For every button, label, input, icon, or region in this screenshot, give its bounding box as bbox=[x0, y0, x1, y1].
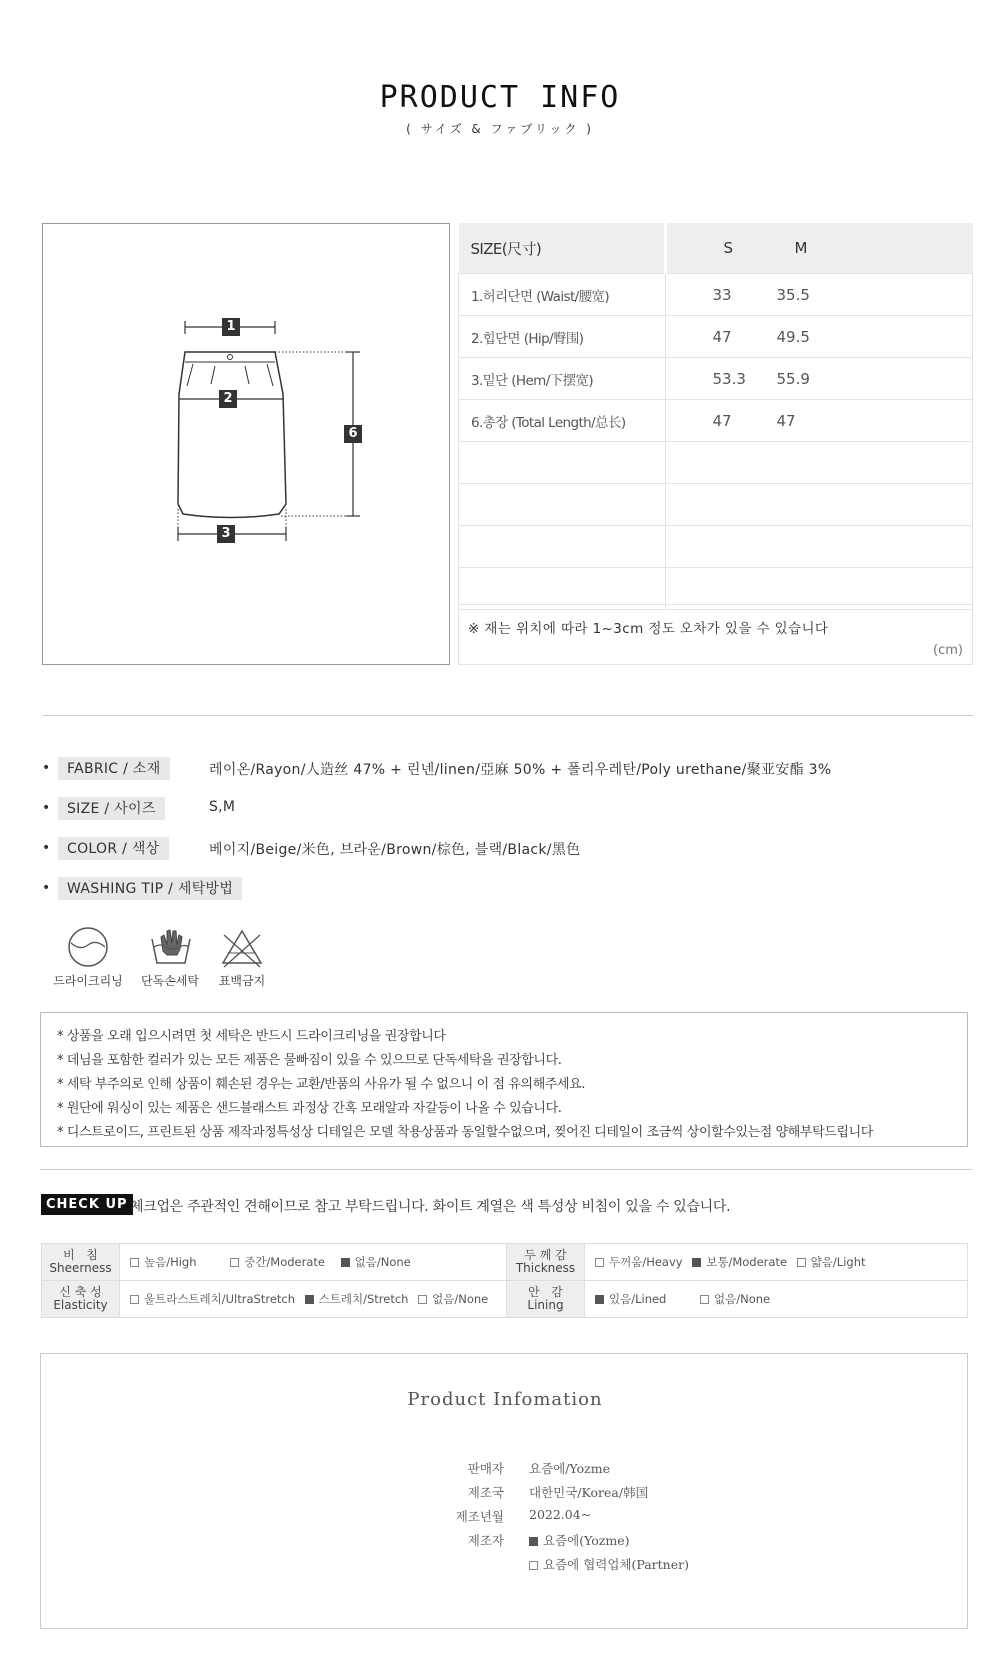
spec-color bbox=[42, 837, 972, 859]
option-label: 없음/None bbox=[354, 1255, 411, 1269]
product-info-title: Product Infomation bbox=[407, 1389, 603, 1410]
marker-hip: 2 bbox=[223, 391, 233, 406]
value-s: 53.3 bbox=[712, 369, 746, 388]
info-value: 2022.04~ bbox=[529, 1507, 592, 1522]
hand-wash-icon bbox=[149, 925, 193, 973]
option bbox=[305, 1291, 409, 1307]
check-up-badge: CHECK UP bbox=[41, 1194, 133, 1215]
wash-label: 표백금지 bbox=[218, 974, 266, 988]
info-key: 제조국 bbox=[467, 1485, 504, 1500]
bullet-icon: • bbox=[42, 760, 51, 776]
row-values bbox=[665, 358, 973, 400]
row-values bbox=[665, 316, 973, 358]
table-row bbox=[459, 400, 973, 442]
option-label: 얇음/Light bbox=[810, 1255, 866, 1269]
spec-value: 레이온/Rayon/人造丝 47% + 린넨/linen/亞麻 50% + 폴리우레탄/Poly urethane/聚亚安酯 3% bbox=[209, 762, 832, 778]
spec-label: SIZE / 사이즈 bbox=[58, 797, 165, 820]
option bbox=[595, 1254, 683, 1270]
size-table bbox=[458, 223, 973, 610]
option-label: 울트라스트레치/UltraStretch bbox=[144, 1292, 296, 1306]
note-text: ※ 재는 위치에 따라 1~3cm 정도 오차가 있을 수 있습니다 bbox=[468, 621, 829, 637]
size-m: M bbox=[794, 239, 808, 257]
row-label: 2.힙단면 (Hip/臀围) bbox=[459, 316, 666, 358]
skirt-diagram-icon bbox=[43, 224, 449, 664]
partner-value: 요즘에 협력업체(Partner) bbox=[543, 1557, 689, 1572]
info-key: 판매자 bbox=[467, 1461, 504, 1476]
value-s: 33 bbox=[712, 285, 732, 304]
page-title: PRODUCT INFO bbox=[379, 80, 621, 115]
info-value: 대한민국/Korea/韩国 bbox=[529, 1485, 649, 1500]
manufacturer-value: 요즘에(Yozme) bbox=[543, 1533, 630, 1548]
spec-value: S,M bbox=[209, 799, 236, 815]
option bbox=[418, 1291, 488, 1307]
table-row-empty bbox=[459, 442, 973, 484]
checkbox-checked-icon bbox=[305, 1295, 314, 1304]
elasticity-options bbox=[120, 1281, 507, 1318]
no-bleach-icon bbox=[220, 925, 264, 973]
option-label: 없음/None bbox=[432, 1292, 489, 1306]
option bbox=[341, 1254, 411, 1270]
table-row bbox=[459, 358, 973, 400]
property-table bbox=[41, 1243, 968, 1318]
info-value bbox=[529, 1531, 630, 1549]
product-information bbox=[40, 1353, 968, 1629]
label-en: Sheerness bbox=[49, 1261, 112, 1275]
row-values bbox=[665, 274, 973, 316]
page-subtitle: ( サイズ & ファブリック ) bbox=[406, 122, 594, 136]
bullet-icon: • bbox=[42, 840, 51, 856]
label-ko: 신 축 성 bbox=[59, 1285, 102, 1299]
care-note: * 상품을 오래 입으시려면 첫 세탁은 반드시 드라이크리닝을 권장합니다 bbox=[57, 1029, 446, 1044]
care-note: * 세탁 부주의로 인해 상품이 훼손된 경우는 교환/반품의 사유가 될 수 없으니 이 점 유의해주세요. bbox=[57, 1077, 586, 1092]
care-notes bbox=[40, 1012, 968, 1147]
measurement-note bbox=[458, 604, 973, 665]
checkbox-icon bbox=[230, 1258, 239, 1267]
marker-hem: 3 bbox=[221, 526, 231, 541]
option bbox=[130, 1254, 197, 1270]
table-row bbox=[42, 1244, 968, 1281]
info-key: 제조자 bbox=[467, 1533, 504, 1548]
table-row bbox=[42, 1281, 968, 1318]
sheerness-options bbox=[120, 1244, 507, 1281]
label-ko: 두 께 감 bbox=[524, 1248, 567, 1262]
care-note: * 원단에 워싱이 있는 제품은 샌드블래스트 과정상 간혹 모래알과 자갈등이 나올 수 있습니다. bbox=[57, 1101, 562, 1116]
spec-label: WASHING TIP / 세탁방법 bbox=[58, 877, 242, 900]
checkbox-icon bbox=[529, 1561, 538, 1570]
spec-value: 베이지/Beige/米色, 브라운/Brown/棕色, 블랙/Black/黑色 bbox=[209, 842, 581, 858]
row-values bbox=[665, 400, 973, 442]
option bbox=[230, 1254, 325, 1270]
table-row-empty bbox=[459, 484, 973, 526]
info-key: 제조년월 bbox=[455, 1509, 504, 1524]
option-label: 스트레치/Stretch bbox=[318, 1292, 409, 1306]
unit-label: (cm) bbox=[933, 643, 963, 658]
checkbox-checked-icon bbox=[341, 1258, 350, 1267]
label-ko: 비 침 bbox=[63, 1248, 98, 1262]
option bbox=[700, 1291, 770, 1307]
table-row bbox=[459, 316, 973, 358]
checkbox-icon bbox=[797, 1258, 806, 1267]
option bbox=[130, 1291, 295, 1307]
row-label: 1.허리단면 (Waist/腰宽) bbox=[459, 274, 666, 316]
bullet-icon: • bbox=[42, 800, 51, 816]
info-value bbox=[529, 1555, 689, 1573]
thickness-options bbox=[585, 1244, 968, 1281]
divider bbox=[42, 715, 973, 716]
checkbox-icon bbox=[595, 1258, 604, 1267]
label-en: Lining bbox=[527, 1298, 564, 1312]
size-diagram bbox=[42, 223, 450, 665]
spec-washing bbox=[42, 877, 972, 899]
spec-label: FABRIC / 소재 bbox=[58, 757, 170, 780]
option-label: 보통/Moderate bbox=[706, 1255, 788, 1269]
option-label: 두꺼움/Heavy bbox=[609, 1255, 683, 1269]
value-m: 55.9 bbox=[776, 369, 810, 388]
care-note: * 디스트로이드, 프린트된 상품 제작과정특성상 디테일은 모델 착용상품과 동일할수없으며, 찢어진 디테일이 조금씩 상이할수있는점 양해부탁드립니다 bbox=[57, 1125, 873, 1140]
label-en: Thickness bbox=[515, 1261, 576, 1275]
option bbox=[595, 1291, 666, 1307]
spec-size bbox=[42, 797, 972, 819]
marker-length: 6 bbox=[348, 426, 358, 441]
care-note: * 데님을 포함한 컬러가 있는 모든 제품은 물빠짐이 있을 수 있으므로 단독세탁을 권장합니다. bbox=[57, 1053, 562, 1068]
lining-options bbox=[585, 1281, 968, 1318]
option-label: 없음/None bbox=[714, 1292, 771, 1306]
checkbox-checked-icon bbox=[529, 1537, 538, 1546]
option-label: 높음/High bbox=[144, 1255, 197, 1269]
spec-fabric bbox=[42, 757, 972, 779]
option bbox=[797, 1254, 866, 1270]
checkbox-checked-icon bbox=[692, 1258, 701, 1267]
info-value: 요즘에/Yozme bbox=[529, 1461, 610, 1476]
option bbox=[692, 1254, 787, 1270]
wash-label: 단독손세탁 bbox=[141, 974, 199, 988]
table-row bbox=[459, 274, 973, 316]
check-up-text: 체크업은 주관적인 견해이므로 참고 부탁드립니다. 화이트 계열은 색 특성상 비침이 있을 수 있습니다. bbox=[130, 1199, 731, 1215]
sheerness-label bbox=[42, 1244, 120, 1281]
checkbox-icon bbox=[700, 1295, 709, 1304]
option-label: 중간/Moderate bbox=[244, 1255, 325, 1269]
dry-clean-icon bbox=[66, 925, 110, 973]
checkbox-icon bbox=[130, 1295, 139, 1304]
size-table-header bbox=[459, 223, 973, 274]
size-s: S bbox=[723, 239, 734, 257]
checkbox-checked-icon bbox=[595, 1295, 604, 1304]
elasticity-label bbox=[42, 1281, 120, 1318]
value-s: 47 bbox=[712, 327, 732, 346]
spec-label: COLOR / 색상 bbox=[58, 837, 169, 860]
divider bbox=[40, 1169, 972, 1170]
marker-waist: 1 bbox=[226, 319, 236, 334]
size-header-label: SIZE(尺寸) bbox=[459, 223, 666, 274]
label-ko: 안 감 bbox=[528, 1285, 563, 1299]
checkbox-icon bbox=[130, 1258, 139, 1267]
option-label: 있음/Lined bbox=[609, 1292, 667, 1306]
row-label: 6.총장 (Total Length/总长) bbox=[459, 400, 666, 442]
row-label: 3.밑단 (Hem/下摆宽) bbox=[459, 358, 666, 400]
wash-label: 드라이크리닝 bbox=[53, 974, 123, 988]
value-m: 35.5 bbox=[776, 285, 810, 304]
thickness-label bbox=[507, 1244, 585, 1281]
label-en: Elasticity bbox=[53, 1298, 108, 1312]
checkbox-icon bbox=[418, 1295, 427, 1304]
table-row-empty bbox=[459, 526, 973, 568]
bullet-icon: • bbox=[42, 880, 51, 896]
size-header-values bbox=[665, 223, 973, 274]
lining-label bbox=[507, 1281, 585, 1318]
value-m: 47 bbox=[776, 411, 796, 430]
value-m: 49.5 bbox=[776, 327, 810, 346]
value-s: 47 bbox=[712, 411, 732, 430]
